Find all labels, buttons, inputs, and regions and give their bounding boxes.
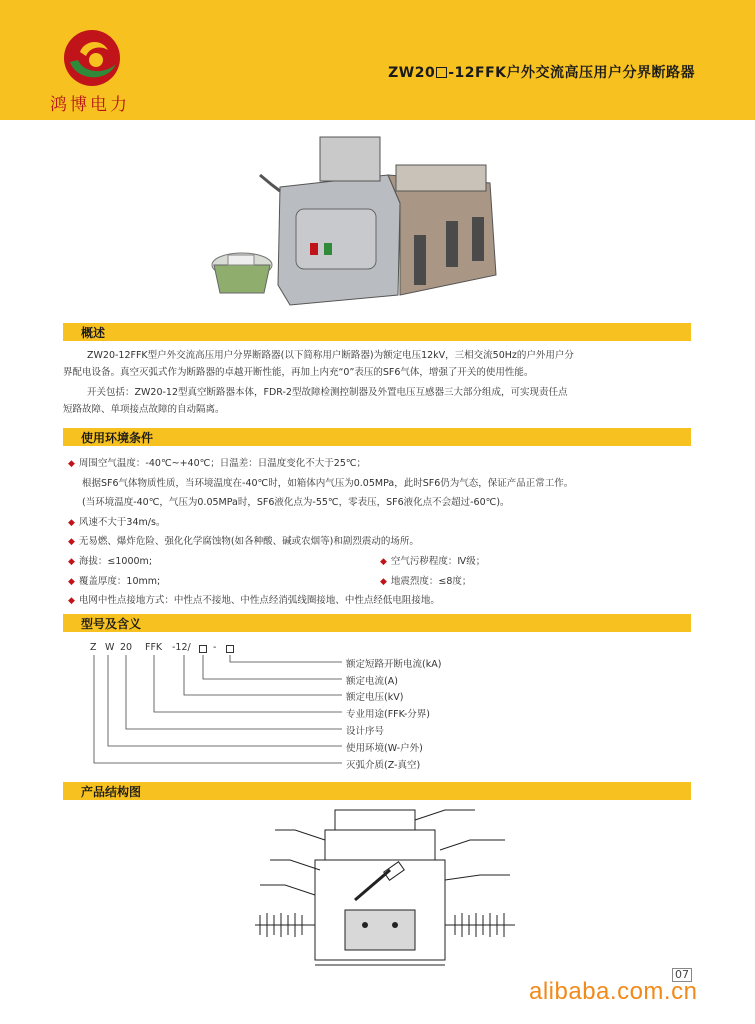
env-item: ◆ 无易燃、爆炸危险、强化化学腐蚀物(如各种酸、碱或农烟等)和剧烈震动的场所。 xyxy=(68,536,419,547)
brand-name: 鸿博电力 xyxy=(50,95,130,115)
company-logo xyxy=(62,28,122,88)
model-label: 设计序号 xyxy=(346,726,385,737)
diamond-bullet-icon: ◆ xyxy=(380,557,387,567)
env-item: ◆ 覆盖厚度：10mm; xyxy=(68,576,161,587)
blank-box-icon xyxy=(226,645,234,656)
blank-box-icon xyxy=(436,67,447,78)
env-item: ◆ 空气污秽程度：Ⅳ级； xyxy=(380,556,486,567)
section-model-bar xyxy=(63,614,691,632)
diamond-bullet-icon: ◆ xyxy=(68,577,75,587)
overview-paragraph-1b: 界配电设备。真空灭弧式作为断路器的卓越开断性能，再加上内充“0”表压的SF6气体，增强了开关的使用性能。 xyxy=(63,367,534,378)
page-title: ZW20 -12FFK户外交流高压用户分界断路器 xyxy=(388,65,695,81)
model-label: 专业用途(FFK-分界) xyxy=(346,709,431,720)
diamond-bullet-icon: ◆ xyxy=(68,596,75,606)
model-label: 灭弧介质(Z-真空) xyxy=(346,760,421,771)
env-item: 根据SF6气体物质性质，当环境温度在-40℃时，如箱体内气压为0.05MPa，此时SF6仍为气态，保证产品正常工作。 xyxy=(82,478,574,489)
section-structure-heading: 产品结构图 xyxy=(81,785,142,799)
page-number: 07 xyxy=(672,968,692,982)
diamond-bullet-icon: ◆ xyxy=(68,518,75,528)
model-label: 额定短路开断电流(kA) xyxy=(346,659,442,670)
watermark: alibaba.com.cn xyxy=(529,978,698,1005)
header-band xyxy=(0,0,755,120)
diamond-bullet-icon: ◆ xyxy=(68,459,75,469)
section-environment-bar xyxy=(63,428,691,446)
model-code-ffk: FFK xyxy=(145,642,163,653)
env-item: ◆ 地震烈度：≤8度； xyxy=(380,576,472,587)
model-code-20: 20 xyxy=(120,642,133,653)
env-item: ◆ 周围空气温度：-40℃~+40℃；日温差：日温度变化不大于25℃； xyxy=(68,458,367,469)
section-overview-bar xyxy=(63,323,691,341)
model-label: 额定电流(A) xyxy=(346,676,398,687)
env-item: ◆ 风速不大于34m/s。 xyxy=(68,517,166,528)
overview-paragraph-2b: 短路故障、单项接点故障的自动隔离。 xyxy=(63,404,225,415)
section-structure-bar xyxy=(63,782,691,800)
model-code-12: -12/ xyxy=(172,642,191,653)
model-label: 额定电压(kV) xyxy=(346,692,404,703)
section-overview-heading: 概述 xyxy=(81,326,106,340)
env-item: (当环境温度-40℃，气压为0.05MPa时，SF6液化点为-55℃，零表压，SF6液化点不会超过-60℃)。 xyxy=(82,497,510,508)
env-item: ◆ 电网中性点接地方式：中性点不接地、中性点经消弧线圈接地、中性点经低电阻接地。 xyxy=(68,595,440,606)
diamond-bullet-icon: ◆ xyxy=(68,557,75,567)
structure-drawing xyxy=(215,800,535,990)
section-environment-heading: 使用环境条件 xyxy=(81,431,154,445)
section-model-heading: 型号及含义 xyxy=(81,617,142,631)
diamond-bullet-icon: ◆ xyxy=(68,537,75,547)
env-item: ◆ 海拔：≤1000m; xyxy=(68,556,153,567)
model-code-z: Z xyxy=(90,642,97,653)
model-code-dash: - xyxy=(213,642,217,653)
overview-paragraph-1: ZW20-12FFK型户外交流高压用户分界断路器(以下简称用户断路器)为额定电压12kV，三相交流50Hz的户外用户分 xyxy=(87,350,574,361)
model-label: 使用环境(W-户外) xyxy=(346,743,423,754)
overview-paragraph-2: 开关包括：ZW20-12型真空断路器本体，FDR-2型故障检测控制器及外置电压互感器三大部分组成，可实现责任点 xyxy=(87,387,568,398)
product-photo xyxy=(200,125,520,315)
blank-box-icon xyxy=(199,645,207,656)
diamond-bullet-icon: ◆ xyxy=(380,577,387,587)
model-code-w: W xyxy=(105,642,115,653)
